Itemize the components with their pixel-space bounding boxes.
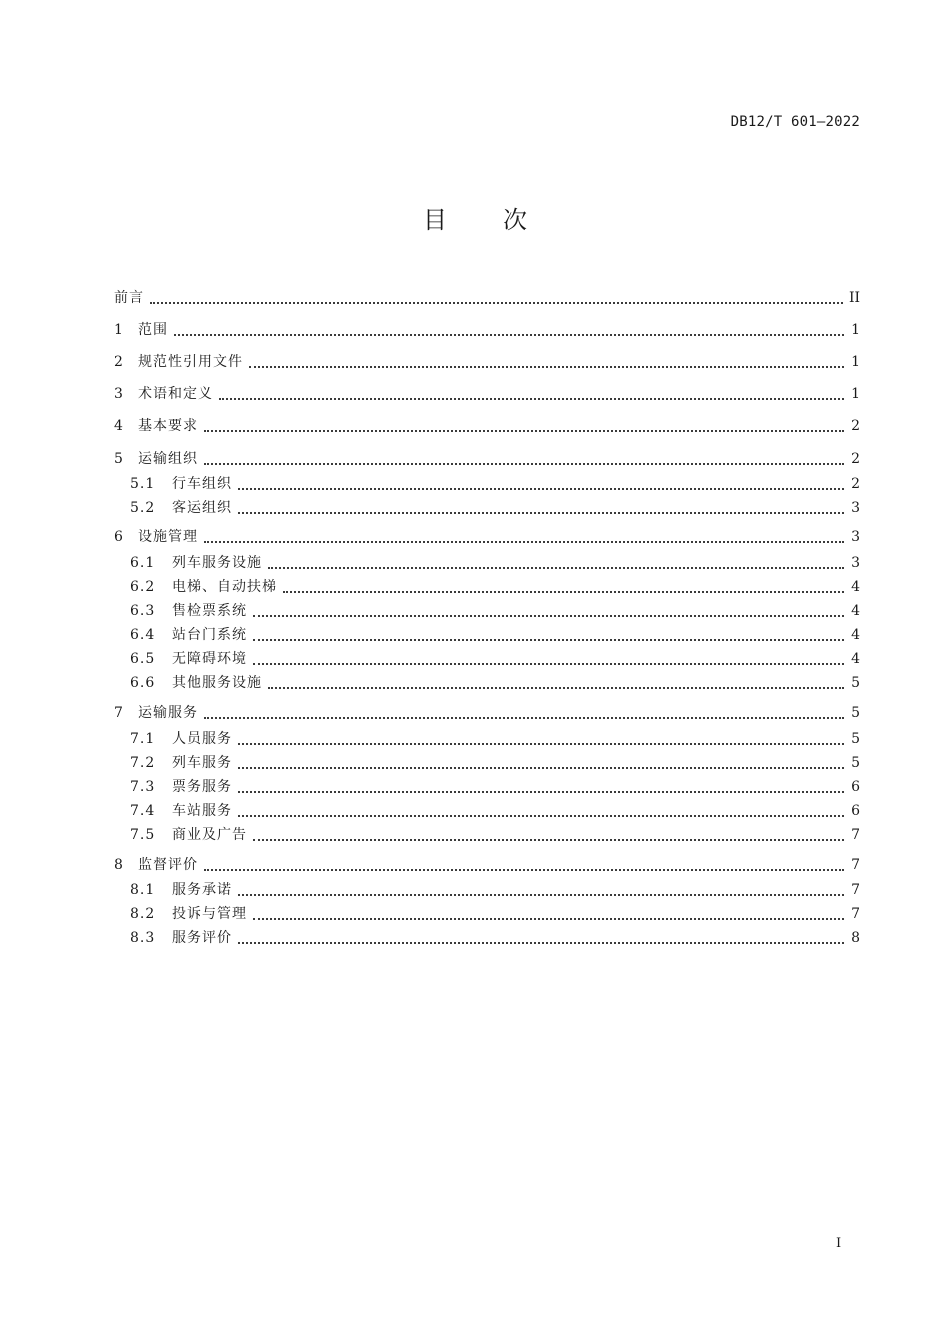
- toc-leader-dots: [249, 366, 844, 368]
- toc-entry-number: 7: [114, 705, 124, 721]
- toc-leader-dots: [238, 512, 844, 514]
- toc-entry-label: 其他服务设施: [172, 675, 262, 691]
- toc-entry-label: 无障碍环境: [172, 651, 247, 667]
- toc-entry-page: 5: [851, 705, 860, 721]
- toc-leader-dots: [253, 615, 844, 617]
- toc-entry-page: 4: [851, 579, 860, 595]
- toc-leader-dots: [219, 398, 844, 400]
- toc-entry-page: 1: [851, 322, 860, 338]
- toc-entry-page: 4: [851, 603, 860, 619]
- toc-entry[interactable]: [130, 729, 860, 749]
- toc-entry[interactable]: [114, 703, 860, 723]
- toc-entry[interactable]: [130, 928, 860, 948]
- toc-entry-page: 4: [851, 651, 860, 667]
- toc-entry[interactable]: [130, 649, 860, 669]
- toc-entry[interactable]: [130, 801, 860, 821]
- toc-leader-dots: [238, 815, 844, 817]
- toc-entry[interactable]: [130, 777, 860, 797]
- toc-entry-number: 8: [114, 857, 124, 873]
- toc-entry-page: 3: [851, 555, 860, 571]
- toc-entry-number: 5.2: [130, 500, 156, 516]
- toc-leader-dots: [253, 918, 844, 920]
- toc-entry-label: 范围: [138, 322, 168, 338]
- toc-entry-page: 5: [851, 731, 860, 747]
- toc-entry-number: 8.1: [130, 882, 156, 898]
- toc-entry-page: 5: [851, 755, 860, 771]
- toc-entry-number: 5: [114, 451, 124, 467]
- toc-entry-number: 3: [114, 386, 124, 402]
- toc-entry-number: 5.1: [130, 476, 156, 492]
- toc-entry-number: 7.1: [130, 731, 156, 747]
- toc-entry-page: 2: [851, 476, 860, 492]
- toc-entry[interactable]: [130, 625, 860, 645]
- toc-leader-dots: [268, 687, 844, 689]
- toc-entry[interactable]: [130, 904, 860, 924]
- toc-leader-dots: [268, 567, 844, 569]
- toc-leader-dots: [204, 541, 844, 543]
- toc-entry-page: 8: [851, 930, 860, 946]
- toc-entry[interactable]: [114, 449, 860, 469]
- toc-entry[interactable]: [130, 753, 860, 773]
- toc-entry-number: 1: [114, 322, 124, 338]
- toc-entry-label: 列车服务: [172, 755, 232, 771]
- toc-entry-page: 6: [851, 803, 860, 819]
- toc-entry-number: 6.5: [130, 651, 156, 667]
- toc-leader-dots: [204, 463, 844, 465]
- page-number: I: [836, 1236, 842, 1251]
- toc-entry-label: 运输组织: [138, 451, 198, 467]
- standard-number: DB12/T 601—2022: [730, 114, 860, 130]
- toc-entry-label: 人员服务: [172, 731, 232, 747]
- toc-entry-number: 6.6: [130, 675, 156, 691]
- toc-leader-dots: [204, 869, 844, 871]
- toc-entry-label: 基本要求: [138, 418, 198, 434]
- toc-entry[interactable]: [130, 880, 860, 900]
- toc-entry-number: 6.3: [130, 603, 156, 619]
- toc-entry-number: 6.4: [130, 627, 156, 643]
- toc-entry-number: 6.1: [130, 555, 156, 571]
- toc-entry-page: 3: [851, 500, 860, 516]
- toc-entry[interactable]: [114, 855, 860, 875]
- toc-entry[interactable]: [130, 474, 860, 494]
- toc-entry-label: 售检票系统: [172, 603, 247, 619]
- toc-entry-number: 7.2: [130, 755, 156, 771]
- toc-entry[interactable]: [114, 416, 860, 436]
- toc-entry-number: 4: [114, 418, 124, 434]
- toc-entry-label: 规范性引用文件: [138, 354, 243, 370]
- toc-entry-number: 8.2: [130, 906, 156, 922]
- toc-entry-label: 服务评价: [172, 930, 232, 946]
- toc-entry-page: 7: [851, 882, 860, 898]
- toc-entry-label: 行车组织: [172, 476, 232, 492]
- toc-entry[interactable]: [130, 577, 860, 597]
- toc-entry-page: 6: [851, 779, 860, 795]
- toc-leader-dots: [238, 488, 844, 490]
- toc-entry[interactable]: [114, 352, 860, 372]
- toc-entry-label: 车站服务: [172, 803, 232, 819]
- toc-leader-dots: [238, 743, 844, 745]
- toc-entry-number: 7.3: [130, 779, 156, 795]
- toc-leader-dots: [204, 717, 844, 719]
- toc-entry[interactable]: [114, 527, 860, 547]
- toc-entry-number: 2: [114, 354, 124, 370]
- toc-leader-dots: [253, 663, 844, 665]
- toc-leader-dots: [238, 767, 844, 769]
- toc-entry-number: 6: [114, 529, 124, 545]
- toc-leader-dots: [174, 334, 844, 336]
- toc-entry-number: 8.3: [130, 930, 156, 946]
- toc-entry-page: II: [848, 290, 860, 306]
- toc-entry-label: 监督评价: [138, 857, 198, 873]
- toc-leader-dots: [238, 791, 844, 793]
- toc-entry-page: 5: [851, 675, 860, 691]
- toc-entry[interactable]: [114, 384, 860, 404]
- toc-entry-page: 2: [851, 451, 860, 467]
- toc-entry-label: 客运组织: [172, 500, 232, 516]
- toc-entry-label: 列车服务设施: [172, 555, 262, 571]
- toc-entry-number: 7.4: [130, 803, 156, 819]
- toc-entry[interactable]: [130, 553, 860, 573]
- toc-entry-page: 3: [851, 529, 860, 545]
- toc-leader-dots: [204, 430, 844, 432]
- toc-entry-page: 1: [851, 386, 860, 402]
- toc-entry-page: 2: [851, 418, 860, 434]
- toc-entry[interactable]: [130, 673, 860, 693]
- toc-entry[interactable]: [114, 320, 860, 340]
- toc-entry-label: 商业及广告: [172, 827, 247, 843]
- toc-entry-label: 站台门系统: [172, 627, 247, 643]
- toc-leader-dots: [253, 639, 844, 641]
- toc-entry-label: 运输服务: [138, 705, 198, 721]
- toc-entry-label: 前言: [114, 290, 144, 306]
- toc-entry-page: 4: [851, 627, 860, 643]
- toc-entry[interactable]: [114, 288, 860, 308]
- toc-leader-dots: [253, 839, 844, 841]
- toc-entry-number: 6.2: [130, 579, 156, 595]
- toc-entry-label: 票务服务: [172, 779, 232, 795]
- toc-entry[interactable]: [130, 825, 860, 845]
- toc-leader-dots: [150, 302, 843, 304]
- toc-entry-label: 电梯、自动扶梯: [172, 579, 277, 595]
- toc-entry-label: 术语和定义: [138, 386, 213, 402]
- toc-entry-page: 1: [851, 354, 860, 370]
- toc-entry-label: 服务承诺: [172, 882, 232, 898]
- toc-entry-page: 7: [851, 827, 860, 843]
- toc-entry-page: 7: [851, 857, 860, 873]
- toc-leader-dots: [238, 942, 844, 944]
- toc-entry-label: 设施管理: [138, 529, 198, 545]
- toc-entry-number: 7.5: [130, 827, 156, 843]
- toc-entry[interactable]: [130, 601, 860, 621]
- toc-leader-dots: [238, 894, 844, 896]
- page-title: 目次: [423, 206, 583, 234]
- toc-entry-label: 投诉与管理: [172, 906, 247, 922]
- toc-entry-page: 7: [851, 906, 860, 922]
- toc-entry[interactable]: [130, 498, 860, 518]
- toc-leader-dots: [283, 591, 844, 593]
